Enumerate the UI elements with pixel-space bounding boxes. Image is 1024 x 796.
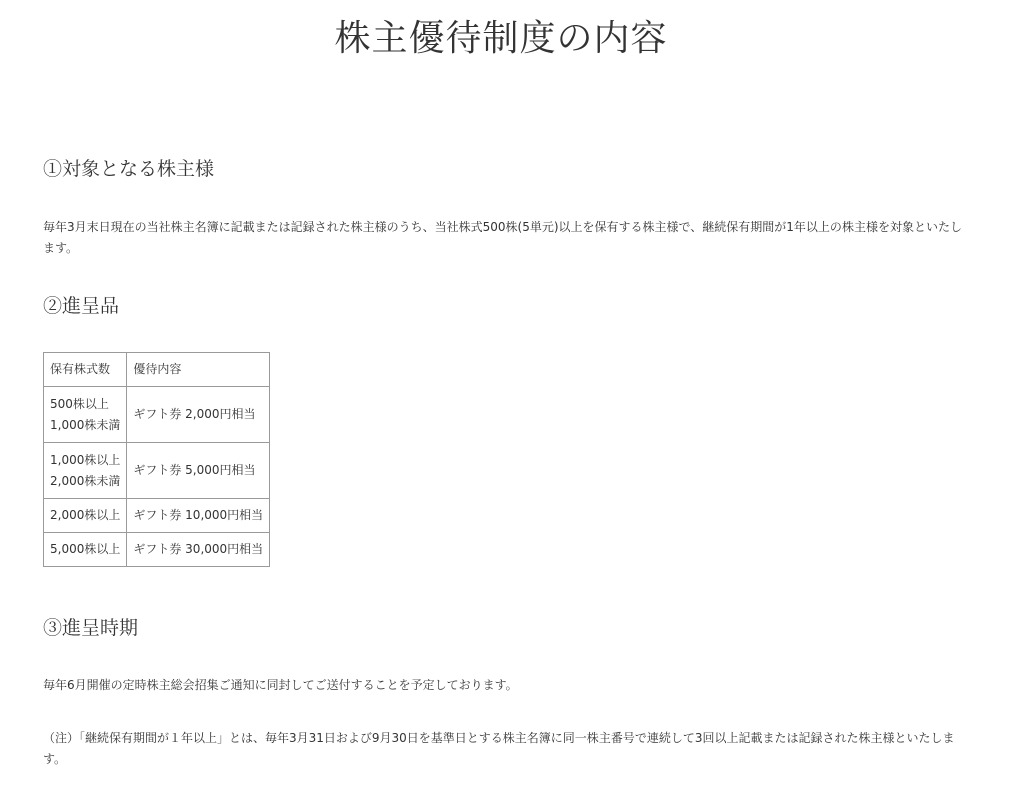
footnote-text: （注）「継続保有期間が１年以上」とは、毎年3月31日および9月30日を基準日とする株主名簿に同一株主番号で連続して3回以上記載または記録された株主様といたします。 [43, 731, 955, 766]
benefit-cell: ギフト券 10,000円相当 [127, 499, 270, 533]
shares-cell [44, 387, 127, 443]
table-header-benefit: 優待内容 [127, 353, 270, 387]
shares-cell [44, 443, 127, 499]
table-header-shares: 保有株式数 [44, 353, 127, 387]
shares-min: 1,000株以上 [50, 452, 121, 467]
shares-cell: 5,000株以上 [44, 533, 127, 567]
table-row [44, 443, 270, 499]
table-row [44, 387, 270, 443]
section-heading-eligible-shareholders: ①対象となる株主様 [43, 158, 215, 180]
table-row [44, 499, 270, 533]
benefit-cell: ギフト券 2,000円相当 [127, 387, 270, 443]
shares-max: 1,000株未満 [50, 417, 121, 432]
shares-cell: 2,000株以上 [44, 499, 127, 533]
table-row [44, 533, 270, 567]
table-header-row [44, 353, 270, 387]
section-heading-gift: ②進呈品 [43, 295, 120, 317]
benefit-cell: ギフト券 5,000円相当 [127, 443, 270, 499]
section-heading-timing: ③進呈時期 [43, 617, 139, 639]
benefit-table [43, 352, 270, 567]
page-title: 株主優待制度の内容 [334, 18, 668, 59]
benefit-cell: ギフト券 30,000円相当 [127, 533, 270, 567]
timing-text: 毎年6月開催の定時株主総会招集ご通知に同封してご送付することを予定しております。 [43, 678, 518, 692]
shares-max: 2,000株未満 [50, 473, 121, 488]
eligible-shareholders-text: 毎年3月末日現在の当社株主名簿に記載または記録された株主様のうち、当社株式500株(5単元)以上を保有する株主様で、継続保有期間が1年以上の株主様を対象といたします。 [43, 220, 962, 255]
shares-min: 500株以上 [50, 396, 109, 411]
